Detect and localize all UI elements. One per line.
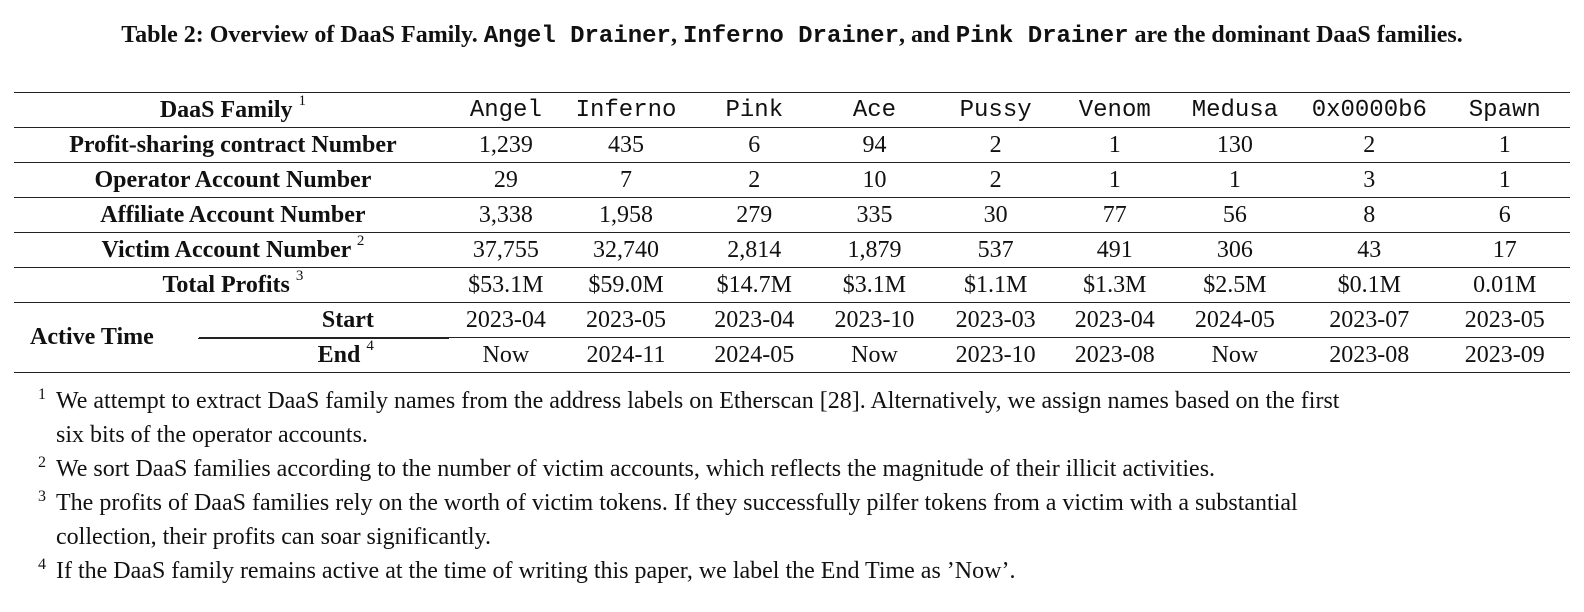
column-header-0x0000b6: 0x0000b6 [1299, 93, 1440, 128]
row-label-text: Total Profits [162, 271, 290, 298]
table-cell: 537 [932, 233, 1058, 268]
table-cell: 1,958 [560, 198, 692, 233]
column-header-spawn: Spawn [1440, 93, 1570, 128]
table-cell: 2 [932, 128, 1058, 163]
table-row [14, 198, 1570, 233]
table-cell: 37,755 [452, 233, 560, 268]
table-cell: $0.1M [1299, 268, 1440, 303]
footnote-line: six bits of the operator accounts. [56, 422, 368, 448]
table-row [14, 128, 1570, 163]
table-cell: 6 [1440, 198, 1570, 233]
footnote-2 [38, 452, 1568, 486]
table-cell: Now [816, 338, 932, 373]
table-cell: $14.7M [692, 268, 816, 303]
table-cell: Now [452, 338, 560, 373]
caption-prefix: Table 2: Overview of DaaS Family. [121, 22, 478, 48]
table-cell: 2023-08 [1059, 338, 1171, 373]
table-cell: 2023-03 [932, 303, 1058, 338]
table-cell: 43 [1299, 233, 1440, 268]
footnote-mark: 1 [38, 386, 46, 403]
table-cell: 491 [1059, 233, 1171, 268]
table-cell: 2023-10 [816, 303, 932, 338]
table-cell: 2024-05 [1171, 303, 1299, 338]
table-cell: 7 [560, 163, 692, 198]
end-label [199, 338, 452, 373]
caption-name-angel: Angel Drainer [483, 23, 671, 50]
footnote-3 [38, 486, 1568, 554]
table-cell: 2024-11 [560, 338, 692, 373]
table-cell: $1.1M [932, 268, 1058, 303]
table-cell: 1 [1171, 163, 1299, 198]
table-cell: 335 [816, 198, 932, 233]
table-cell: 6 [692, 128, 816, 163]
row-label [14, 198, 452, 233]
footnote-line: collection, their profits can soar significantly. [56, 524, 491, 550]
table-row [14, 233, 1570, 268]
active-time-text: Active Time [30, 324, 154, 350]
active-time-divider [198, 338, 449, 339]
header-family-text: DaaS Family [159, 96, 293, 123]
footnote-mark-4: 4 [366, 337, 374, 354]
table-cell: 2023-04 [1059, 303, 1171, 338]
column-header-venom: Venom [1059, 93, 1171, 128]
table-cell: 17 [1440, 233, 1570, 268]
table-cell: 306 [1171, 233, 1299, 268]
header-family-label [14, 93, 452, 128]
footnote-mark-2: 2 [356, 232, 365, 249]
active-end-row [14, 338, 1570, 373]
active-time-label [14, 303, 199, 373]
end-label-text: End [317, 341, 361, 368]
column-header-inferno: Inferno [560, 93, 692, 128]
caption-name-inferno: Inferno Drainer [682, 23, 899, 50]
table-cell: 2 [692, 163, 816, 198]
table-cell: $3.1M [816, 268, 932, 303]
table-cell: Now [1171, 338, 1299, 373]
table-cell: 2023-05 [1440, 303, 1570, 338]
row-label [14, 163, 452, 198]
table-cell: 279 [692, 198, 816, 233]
row-label-text: Victim Account Number [101, 236, 351, 263]
footnote-mark: 3 [38, 488, 46, 505]
row-label [14, 233, 452, 268]
footnote-mark-3: 3 [295, 267, 304, 284]
table-cell: 2023-09 [1440, 338, 1570, 373]
caption-sep-1: , [670, 22, 677, 48]
daas-family-table [14, 92, 1570, 373]
table-cell: 130 [1171, 128, 1299, 163]
table-cell: 29 [452, 163, 560, 198]
caption-sep-2: , and [898, 22, 950, 48]
table-cell: $53.1M [452, 268, 560, 303]
table-cell: 2 [1299, 128, 1440, 163]
footnote-4 [38, 554, 1568, 588]
table-cell: $1.3M [1059, 268, 1171, 303]
table-header-row [14, 93, 1570, 128]
table-cell: 10 [816, 163, 932, 198]
column-header-angel: Angel [452, 93, 560, 128]
caption-suffix: are the dominant DaaS families. [1134, 22, 1463, 48]
row-label-text: Profit-sharing contract Number [69, 131, 397, 158]
table-cell: 1 [1059, 128, 1171, 163]
table-cell: 3 [1299, 163, 1440, 198]
table-cell: 30 [932, 198, 1058, 233]
row-label-text: Operator Account Number [94, 166, 372, 193]
table-caption [0, 22, 1584, 50]
table-cell: 2 [932, 163, 1058, 198]
table-cell: $2.5M [1171, 268, 1299, 303]
column-header-pussy: Pussy [932, 93, 1058, 128]
table-cell: 2023-05 [560, 303, 692, 338]
table-row [14, 163, 1570, 198]
table-cell: 1,879 [816, 233, 932, 268]
table-cell: 1 [1440, 128, 1570, 163]
table-row [14, 268, 1570, 303]
footnote-mark-1: 1 [298, 92, 307, 109]
footnotes [38, 384, 1568, 588]
footnote-line: The profits of DaaS families rely on the worth of victim tokens. If they successfully pilfer tokens from a victim with a substantial [56, 490, 1298, 516]
table-cell: 2023-08 [1299, 338, 1440, 373]
table-cell: 8 [1299, 198, 1440, 233]
table-cell: 1 [1440, 163, 1570, 198]
row-label [14, 268, 452, 303]
footnote-mark: 4 [38, 556, 46, 573]
table-cell: 2023-04 [452, 303, 560, 338]
row-label-text: Affiliate Account Number [100, 201, 366, 228]
caption-name-pink: Pink Drainer [955, 23, 1129, 50]
table-cell: 77 [1059, 198, 1171, 233]
footnote-line: We sort DaaS families according to the number of victim accounts, which reflects the magnitude of their illicit activities. [56, 456, 1216, 482]
table-cell: 2023-07 [1299, 303, 1440, 338]
table-cell: 1 [1059, 163, 1171, 198]
row-label [14, 128, 452, 163]
table-cell: 3,338 [452, 198, 560, 233]
active-start-row [14, 303, 1570, 338]
table-cell: 2024-05 [692, 338, 816, 373]
table-cell: 56 [1171, 198, 1299, 233]
footnote-mark: 2 [38, 454, 46, 471]
table-cell: 0.01M [1440, 268, 1570, 303]
column-header-pink: Pink [692, 93, 816, 128]
footnote-1 [38, 384, 1568, 452]
table-cell: 1,239 [452, 128, 560, 163]
column-header-ace: Ace [816, 93, 932, 128]
footnote-line: If the DaaS family remains active at the time of writing this paper, we label the End Time as ’Now’. [56, 558, 1016, 584]
table-cell: 2023-04 [692, 303, 816, 338]
table-cell: 2023-10 [932, 338, 1058, 373]
table-cell: 32,740 [560, 233, 692, 268]
column-header-medusa: Medusa [1171, 93, 1299, 128]
table-cell: 435 [560, 128, 692, 163]
table-cell: 2,814 [692, 233, 816, 268]
table-cell: 94 [816, 128, 932, 163]
footnote-line: We attempt to extract DaaS family names from the address labels on Etherscan [28]. Alternatively, we assign names based on the first [56, 388, 1340, 414]
start-label: Start [199, 303, 452, 338]
table-cell: $59.0M [560, 268, 692, 303]
